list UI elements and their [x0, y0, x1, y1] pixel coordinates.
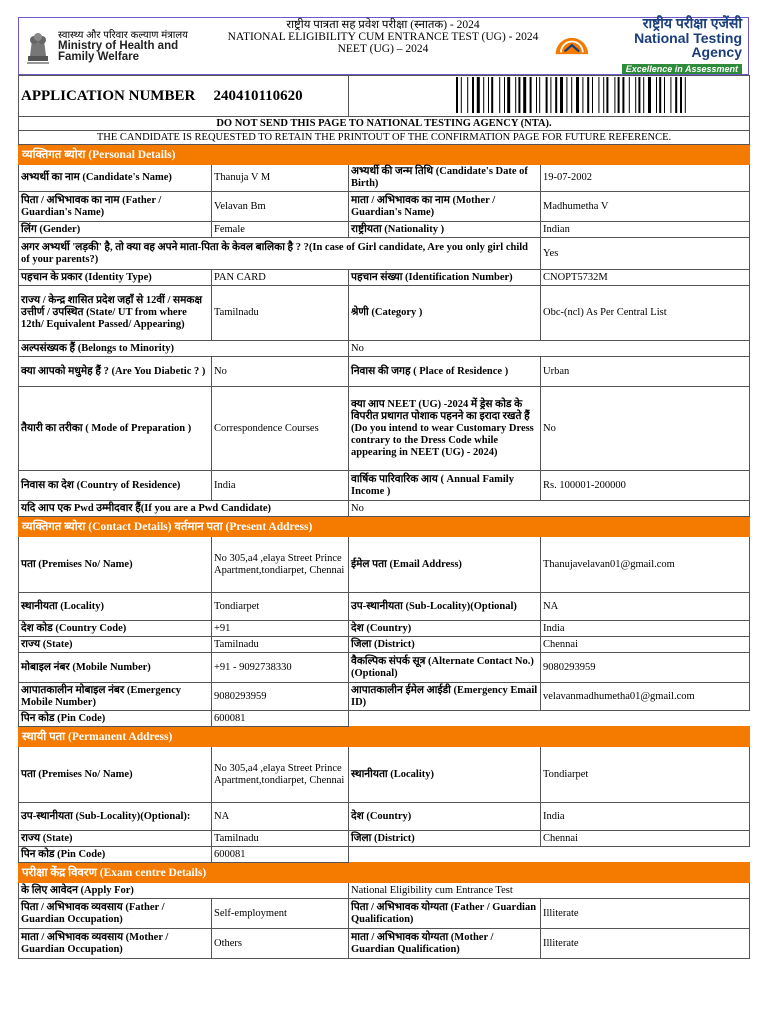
gender-value: Female: [212, 222, 349, 238]
state-12th-label: राज्य / केन्द्र शासित प्रदेश जहाँ से 12वीं / समकक्ष उत्तीर्ण / उपस्थित (State/ UT from where 12th/ Equivalent Passed/ Appearing): [19, 286, 212, 341]
permanent-premises-value: No 305,a4 ,elaya Street Prince Apartment,tondiarpet, Chennai: [212, 747, 349, 803]
notice-do-not-send: DO NOT SEND THIS PAGE TO NATIONAL TESTING AGENCY (NTA).: [19, 117, 750, 131]
section-title-personal: व्यक्तिगत ब्योरा (Personal Details): [19, 145, 750, 165]
country-code-value: +91: [212, 621, 349, 637]
single-girl-child-label: अगर अभ्यर्थी 'लड़की' है, तो क्या वह अपने माता-पिता के केवल बालिका है ? ?(In case of Girl candidate, Are you only girl child of your parents?): [19, 238, 541, 270]
permanent-premises-label: पता (Premises No/ Name): [19, 747, 212, 803]
state-label: राज्य (State): [19, 637, 212, 653]
table-row: [19, 165, 750, 192]
national-emblem-icon: [24, 26, 52, 66]
section-header-contact: [19, 517, 750, 537]
single-girl-child-value: Yes: [541, 238, 750, 270]
father-name-label: पिता / अभिभावक का नाम (Father / Guardian's Name): [19, 192, 212, 222]
barcode-icon: [456, 77, 746, 113]
notice-row-2: [19, 131, 750, 145]
table-row: [19, 286, 750, 341]
identity-type-value: PAN CARD: [212, 270, 349, 286]
dob-value: 19-07-2002: [541, 165, 750, 192]
permanent-country-value: India: [541, 803, 750, 831]
country-label: देश (Country): [349, 621, 541, 637]
table-row: [19, 803, 750, 831]
permanent-district-value: Chennai: [541, 831, 750, 847]
table-row: [19, 653, 750, 683]
table-row: [19, 501, 750, 517]
country-value: India: [541, 621, 750, 637]
dob-label: अभ्यर्थी की जन्म तिथि (Candidate's Date of Birth): [349, 165, 541, 192]
country-of-residence-value: India: [212, 471, 349, 501]
nationality-value: Indian: [541, 222, 750, 238]
apply-for-label: के लिए आवेदन (Apply For): [19, 883, 349, 899]
permanent-district-label: जिला (District): [349, 831, 541, 847]
table-row: [19, 270, 750, 286]
table-row: [19, 747, 750, 803]
district-value: Chennai: [541, 637, 750, 653]
mother-occupation-value: Others: [212, 929, 349, 959]
mother-occupation-label: माता / अभिभावक व्यवसाय (Mother / Guardian Occupation): [19, 929, 212, 959]
country-code-label: देश कोड (Country Code): [19, 621, 212, 637]
ministry-hindi: स्वास्थ्य और परिवार कल्याण मंत्रालय: [58, 29, 188, 41]
mother-qualification-value: Illiterate: [541, 929, 750, 959]
permanent-locality-value: Tondiarpet: [541, 747, 750, 803]
table-row: [19, 192, 750, 222]
candidate-name-value: Thanuja V M: [212, 165, 349, 192]
sub-locality-label: उप-स्थानीयता (Sub-Locality)(Optional): [349, 593, 541, 621]
empty-cell: [349, 847, 750, 863]
locality-label: स्थानीयता (Locality): [19, 593, 212, 621]
exam-title-english: NATIONAL ELIGIBILITY CUM ENTRANCE TEST (UG) - 2024: [227, 31, 539, 43]
table-row: [19, 222, 750, 238]
minority-value: No: [349, 341, 750, 357]
premises-label: पता (Premises No/ Name): [19, 537, 212, 593]
ministry-block: [19, 18, 214, 74]
father-qualification-label: पिता / अभिभावक योग्यता (Father / Guardian Qualification): [349, 899, 541, 929]
mode-of-preparation-value: Correspondence Courses: [212, 387, 349, 471]
emergency-email-label: आपातकालीन ईमेल आईडी (Emergency Email ID): [349, 683, 541, 711]
table-row: [19, 683, 750, 711]
table-row: [19, 341, 750, 357]
ministry-english-line1: Ministry of Health and: [58, 39, 179, 52]
father-name-value: Velavan Bm: [212, 192, 349, 222]
table-row: [19, 637, 750, 653]
state-value: Tamilnadu: [212, 637, 349, 653]
table-row: [19, 357, 750, 387]
nta-tagline: Excellence in Assessment: [622, 64, 742, 74]
candidate-name-label: अभ्यर्थी का नाम (Candidate's Name): [19, 165, 212, 192]
apply-for-value: National Eligibility cum Entrance Test: [349, 883, 750, 899]
father-occupation-label: पिता / अभिभावक व्यवसाय (Father / Guardian Occupation): [19, 899, 212, 929]
district-label: जिला (District): [349, 637, 541, 653]
nta-block: [552, 14, 748, 74]
section-title-contact: व्यक्तिगत ब्योरा (Contact Details) वर्तमान पता (Present Address): [19, 517, 750, 537]
notice-row-1: [19, 117, 750, 131]
alternate-contact-label: वैकल्पिक संपर्क सूत्र (Alternate Contact No.) (Optional): [349, 653, 541, 683]
pin-code-value: 600081: [212, 711, 349, 727]
annual-income-value: Rs. 100001-200000: [541, 471, 750, 501]
mother-name-label: माता / अभिभावक का नाम (Mother / Guardian's Name): [349, 192, 541, 222]
section-title-exam: परीक्षा केंद्र विवरण (Exam centre Details): [19, 863, 750, 883]
table-row: [19, 711, 750, 727]
annual-income-label: वार्षिक पारिवारिक आय ( Annual Family Income ): [349, 471, 541, 501]
confirmation-page: [18, 14, 749, 959]
diabetic-label: क्या आपको मधुमेह हैं ? (Are You Diabetic ? ): [19, 357, 212, 387]
application-number: 240410110620: [212, 76, 349, 117]
category-label: श्रेणी (Category ): [349, 286, 541, 341]
confirmation-table: [18, 75, 750, 959]
pin-code-label: पिन कोड (Pin Code): [19, 711, 212, 727]
table-row: [19, 847, 750, 863]
alternate-contact-value: 9080293959: [541, 653, 750, 683]
page-header: [18, 14, 749, 75]
table-row: [19, 831, 750, 847]
table-row: [19, 929, 750, 959]
category-value: Obc-(ncl) As Per Central List: [541, 286, 750, 341]
empty-cell: [349, 711, 750, 727]
permanent-sub-locality-label: उप-स्थानीयता (Sub-Locality)(Optional):: [19, 803, 212, 831]
email-value: Thanujavelavan01@gmail.com: [541, 537, 750, 593]
application-number-label: APPLICATION NUMBER: [19, 76, 212, 117]
exam-subtitle: NEET (UG) – 2024: [337, 43, 429, 55]
nta-logo-icon: [552, 31, 592, 61]
table-row: [19, 621, 750, 637]
ministry-english-line2: Family Welfare: [58, 50, 139, 63]
permanent-pin-code-label: पिन कोड (Pin Code): [19, 847, 212, 863]
country-of-residence-label: निवास का देश (Country of Residence): [19, 471, 212, 501]
mode-of-preparation-label: तैयारी का तरीका ( Mode of Preparation ): [19, 387, 212, 471]
table-row: [19, 593, 750, 621]
table-row: [19, 238, 750, 270]
sub-locality-value: NA: [541, 593, 750, 621]
barcode-cell: [349, 76, 750, 117]
identity-type-label: पहचान के प्रकार (Identity Type): [19, 270, 212, 286]
identification-number-label: पहचान संख्या (Identification Number): [349, 270, 541, 286]
premises-value: No 305,a4 ,elaya Street Prince Apartment,tondiarpet, Chennai: [212, 537, 349, 593]
permanent-locality-label: स्थानीयता (Locality): [349, 747, 541, 803]
table-row: [19, 387, 750, 471]
table-row: [19, 883, 750, 899]
place-of-residence-value: Urban: [541, 357, 750, 387]
pwd-value: No: [349, 501, 750, 517]
locality-value: Tondiarpet: [212, 593, 349, 621]
state-12th-value: Tamilnadu: [212, 286, 349, 341]
nationality-label: राष्ट्रीयता (Nationality ): [349, 222, 541, 238]
nta-hindi: राष्ट्रीय परीक्षा एजेंसी: [642, 14, 742, 31]
email-label: ईमेल पता (Email Address): [349, 537, 541, 593]
section-header-permanent: [19, 727, 750, 747]
exam-title: [214, 18, 552, 74]
mother-name-value: Madhumetha V: [541, 192, 750, 222]
permanent-state-label: राज्य (State): [19, 831, 212, 847]
father-qualification-value: Illiterate: [541, 899, 750, 929]
notice-retain-printout: THE CANDIDATE IS REQUESTED TO RETAIN THE PRINTOUT OF THE CONFIRMATION PAGE FOR FUTURE REFERENCE.: [19, 131, 750, 145]
minority-label: अल्पसंख्यक हैं (Belongs to Minority): [19, 341, 349, 357]
dress-code-label: क्या आप NEET (UG) -2024 में ड्रेस कोड के विपरीत प्रथागत पोशाक पहनने का इरादा रखते हैं (Do you intend to wear Customary Dress contrary to the Dress Code while appearing in NEET (UG) - 2024): [349, 387, 541, 471]
emergency-mobile-label: आपातकालीन मोबाइल नंबर (Emergency Mobile Number): [19, 683, 212, 711]
table-row: [19, 899, 750, 929]
father-occupation-value: Self-employment: [212, 899, 349, 929]
mother-qualification-label: माता / अभिभावक योग्यता (Mother / Guardian Qualification): [349, 929, 541, 959]
nta-english: National Testing Agency: [634, 29, 742, 60]
emergency-email-value: velavanmadhumetha01@gmail.com: [541, 683, 750, 711]
dress-code-value: No: [541, 387, 750, 471]
permanent-country-label: देश (Country): [349, 803, 541, 831]
table-row: [19, 537, 750, 593]
diabetic-value: No: [212, 357, 349, 387]
gender-label: लिंग (Gender): [19, 222, 212, 238]
exam-title-hindi: राष्ट्रीय पात्रता सह प्रवेश परीक्षा (स्नातक) - 2024: [286, 19, 480, 31]
section-title-permanent: स्थायी पता (Permanent Address): [19, 727, 750, 747]
permanent-sub-locality-value: NA: [212, 803, 349, 831]
section-header-personal: [19, 145, 750, 165]
table-row: [19, 471, 750, 501]
application-number-row: [19, 76, 750, 117]
permanent-state-value: Tamilnadu: [212, 831, 349, 847]
place-of-residence-label: निवास की जगह ( Place of Residence ): [349, 357, 541, 387]
emergency-mobile-value: 9080293959: [212, 683, 349, 711]
pwd-label: यदि आप एक Pwd उम्मीदवार हैं(If you are a Pwd Candidate): [19, 501, 349, 517]
mobile-label: मोबाइल नंबर (Mobile Number): [19, 653, 212, 683]
mobile-value: +91 - 9092738330: [212, 653, 349, 683]
section-header-exam: [19, 863, 750, 883]
permanent-pin-code-value: 600081: [212, 847, 349, 863]
identification-number-value: CNOPT5732M: [541, 270, 750, 286]
